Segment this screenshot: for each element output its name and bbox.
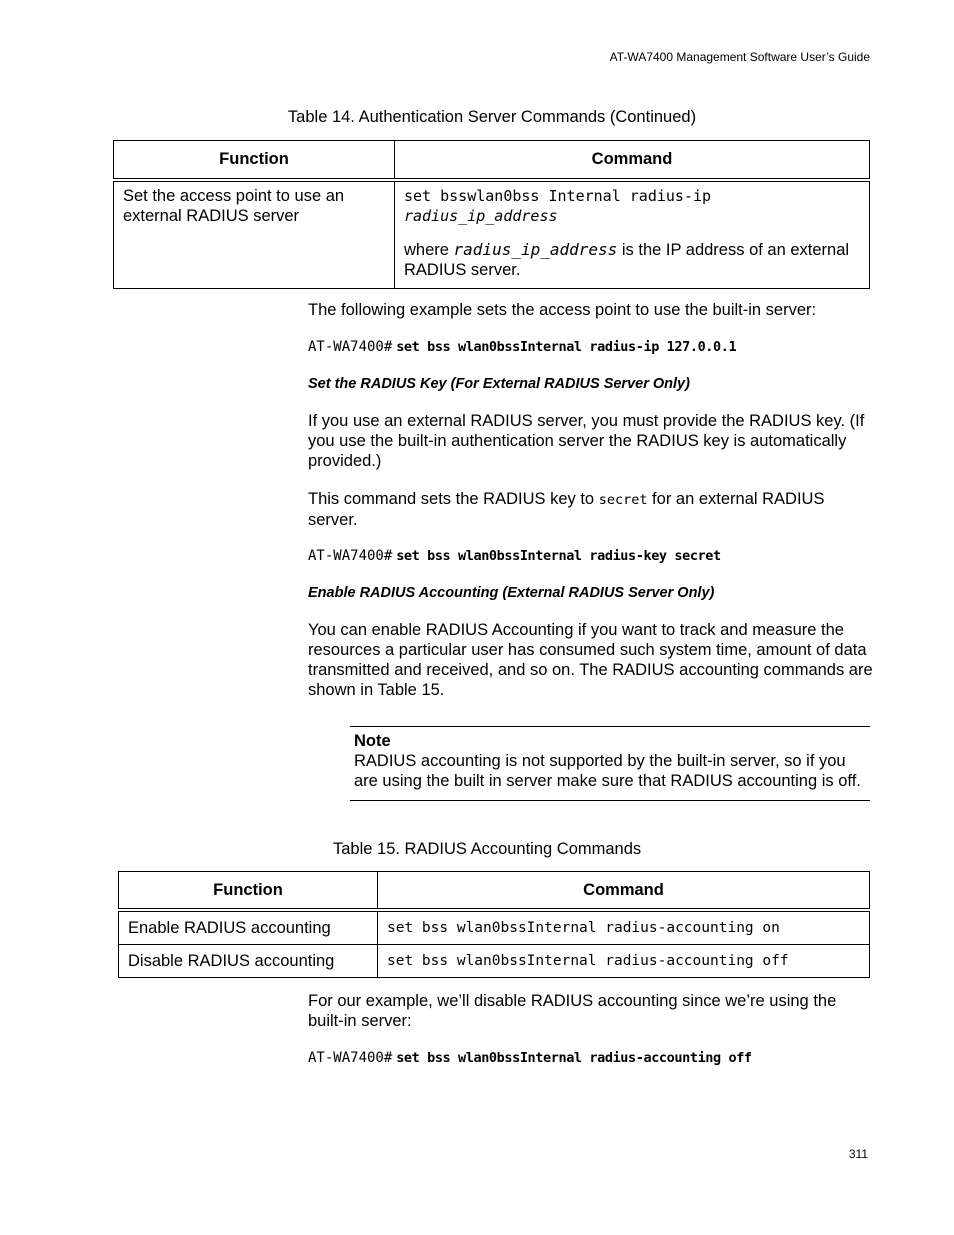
command-text: set bsswlan0bss Internal radius-ip xyxy=(404,187,712,205)
column-header-command: Command xyxy=(378,872,870,911)
text-before-code: This command sets the RADIUS key to xyxy=(308,490,599,508)
column-header-command: Command xyxy=(395,141,870,181)
cell-command xyxy=(395,180,870,289)
command-example-1 xyxy=(308,338,736,355)
table-row xyxy=(119,910,870,945)
cell-function: Disable RADIUS accounting xyxy=(119,945,378,978)
cli-command: set bss wlan0bssInternal radius-accounting off xyxy=(396,1050,752,1066)
table-header-row xyxy=(114,141,870,181)
text-after-code: for an external RADIUS server. xyxy=(308,490,825,529)
section-heading-radius-key: Set the RADIUS Key (For External RADIUS Server Only) xyxy=(308,376,690,392)
where-suffix: is the IP address of an external RADIUS server. xyxy=(404,241,850,279)
running-header: AT-WA7400 Management Software User’s Guide xyxy=(609,50,870,64)
table-row xyxy=(114,180,870,289)
column-header-function: Function xyxy=(119,872,378,911)
command-example-3 xyxy=(308,1049,752,1066)
note-title: Note xyxy=(354,732,391,750)
note-body: RADIUS accounting is not supported by the built-in server, so if you are using the built in server make sure that RADIUS accounting is off. xyxy=(354,752,861,790)
note-box xyxy=(350,726,870,801)
cli-prompt: AT-WA7400# xyxy=(308,339,393,355)
page-number: 311 xyxy=(848,1147,868,1161)
cli-prompt: AT-WA7400# xyxy=(308,548,393,564)
cell-command: set bss wlan0bssInternal radius-accounting on xyxy=(378,910,870,945)
table-header-row xyxy=(119,872,870,911)
table-14-caption: Table 14. Authentication Server Commands (Continued) xyxy=(287,108,697,126)
command-argument: radius_ip_address xyxy=(404,207,558,225)
where-argument: radius_ip_address xyxy=(453,240,618,259)
cli-command: set bss wlan0bssInternal radius-key secret xyxy=(396,548,721,564)
paragraph-disable-accounting: For our example, we’ll disable RADIUS accounting since we’re using the built-in server: xyxy=(308,992,837,1030)
cell-function: Set the access point to use an external RADIUS server xyxy=(114,180,395,289)
inline-code: secret xyxy=(598,492,648,508)
column-header-function: Function xyxy=(114,141,395,181)
table-15-caption: Table 15. RADIUS Accounting Commands xyxy=(333,840,642,858)
table-row xyxy=(119,945,870,978)
paragraph-radius-accounting: You can enable RADIUS Accounting if you want to track and measure the resources a particular user has consumed such system time, amount of data transmitted and received, and so on. The RADIUS accounting commands are shown in Table 15. xyxy=(308,621,873,699)
command-example-2 xyxy=(308,547,721,564)
command-syntax xyxy=(404,186,860,226)
paragraph-radius-key: If you use an external RADIUS server, you must provide the RADIUS key. (If you use the built-in authentication server the RADIUS key is automatically provided.) xyxy=(308,412,865,470)
cell-command: set bss wlan0bssInternal radius-accounting off xyxy=(378,945,870,978)
cell-function: Enable RADIUS accounting xyxy=(119,910,378,945)
where-prefix: where xyxy=(404,241,454,259)
paragraph-radius-key-command xyxy=(308,489,873,530)
paragraph-example-intro: The following example sets the access point to use the built-in server: xyxy=(308,301,817,319)
command-explanation xyxy=(404,240,860,280)
table-14 xyxy=(113,140,870,289)
cli-prompt: AT-WA7400# xyxy=(308,1050,393,1066)
section-heading-radius-accounting: Enable RADIUS Accounting (External RADIUS Server Only) xyxy=(308,585,715,601)
cli-command: set bss wlan0bssInternal radius-ip 127.0.0.1 xyxy=(396,339,737,355)
table-15 xyxy=(118,871,870,978)
